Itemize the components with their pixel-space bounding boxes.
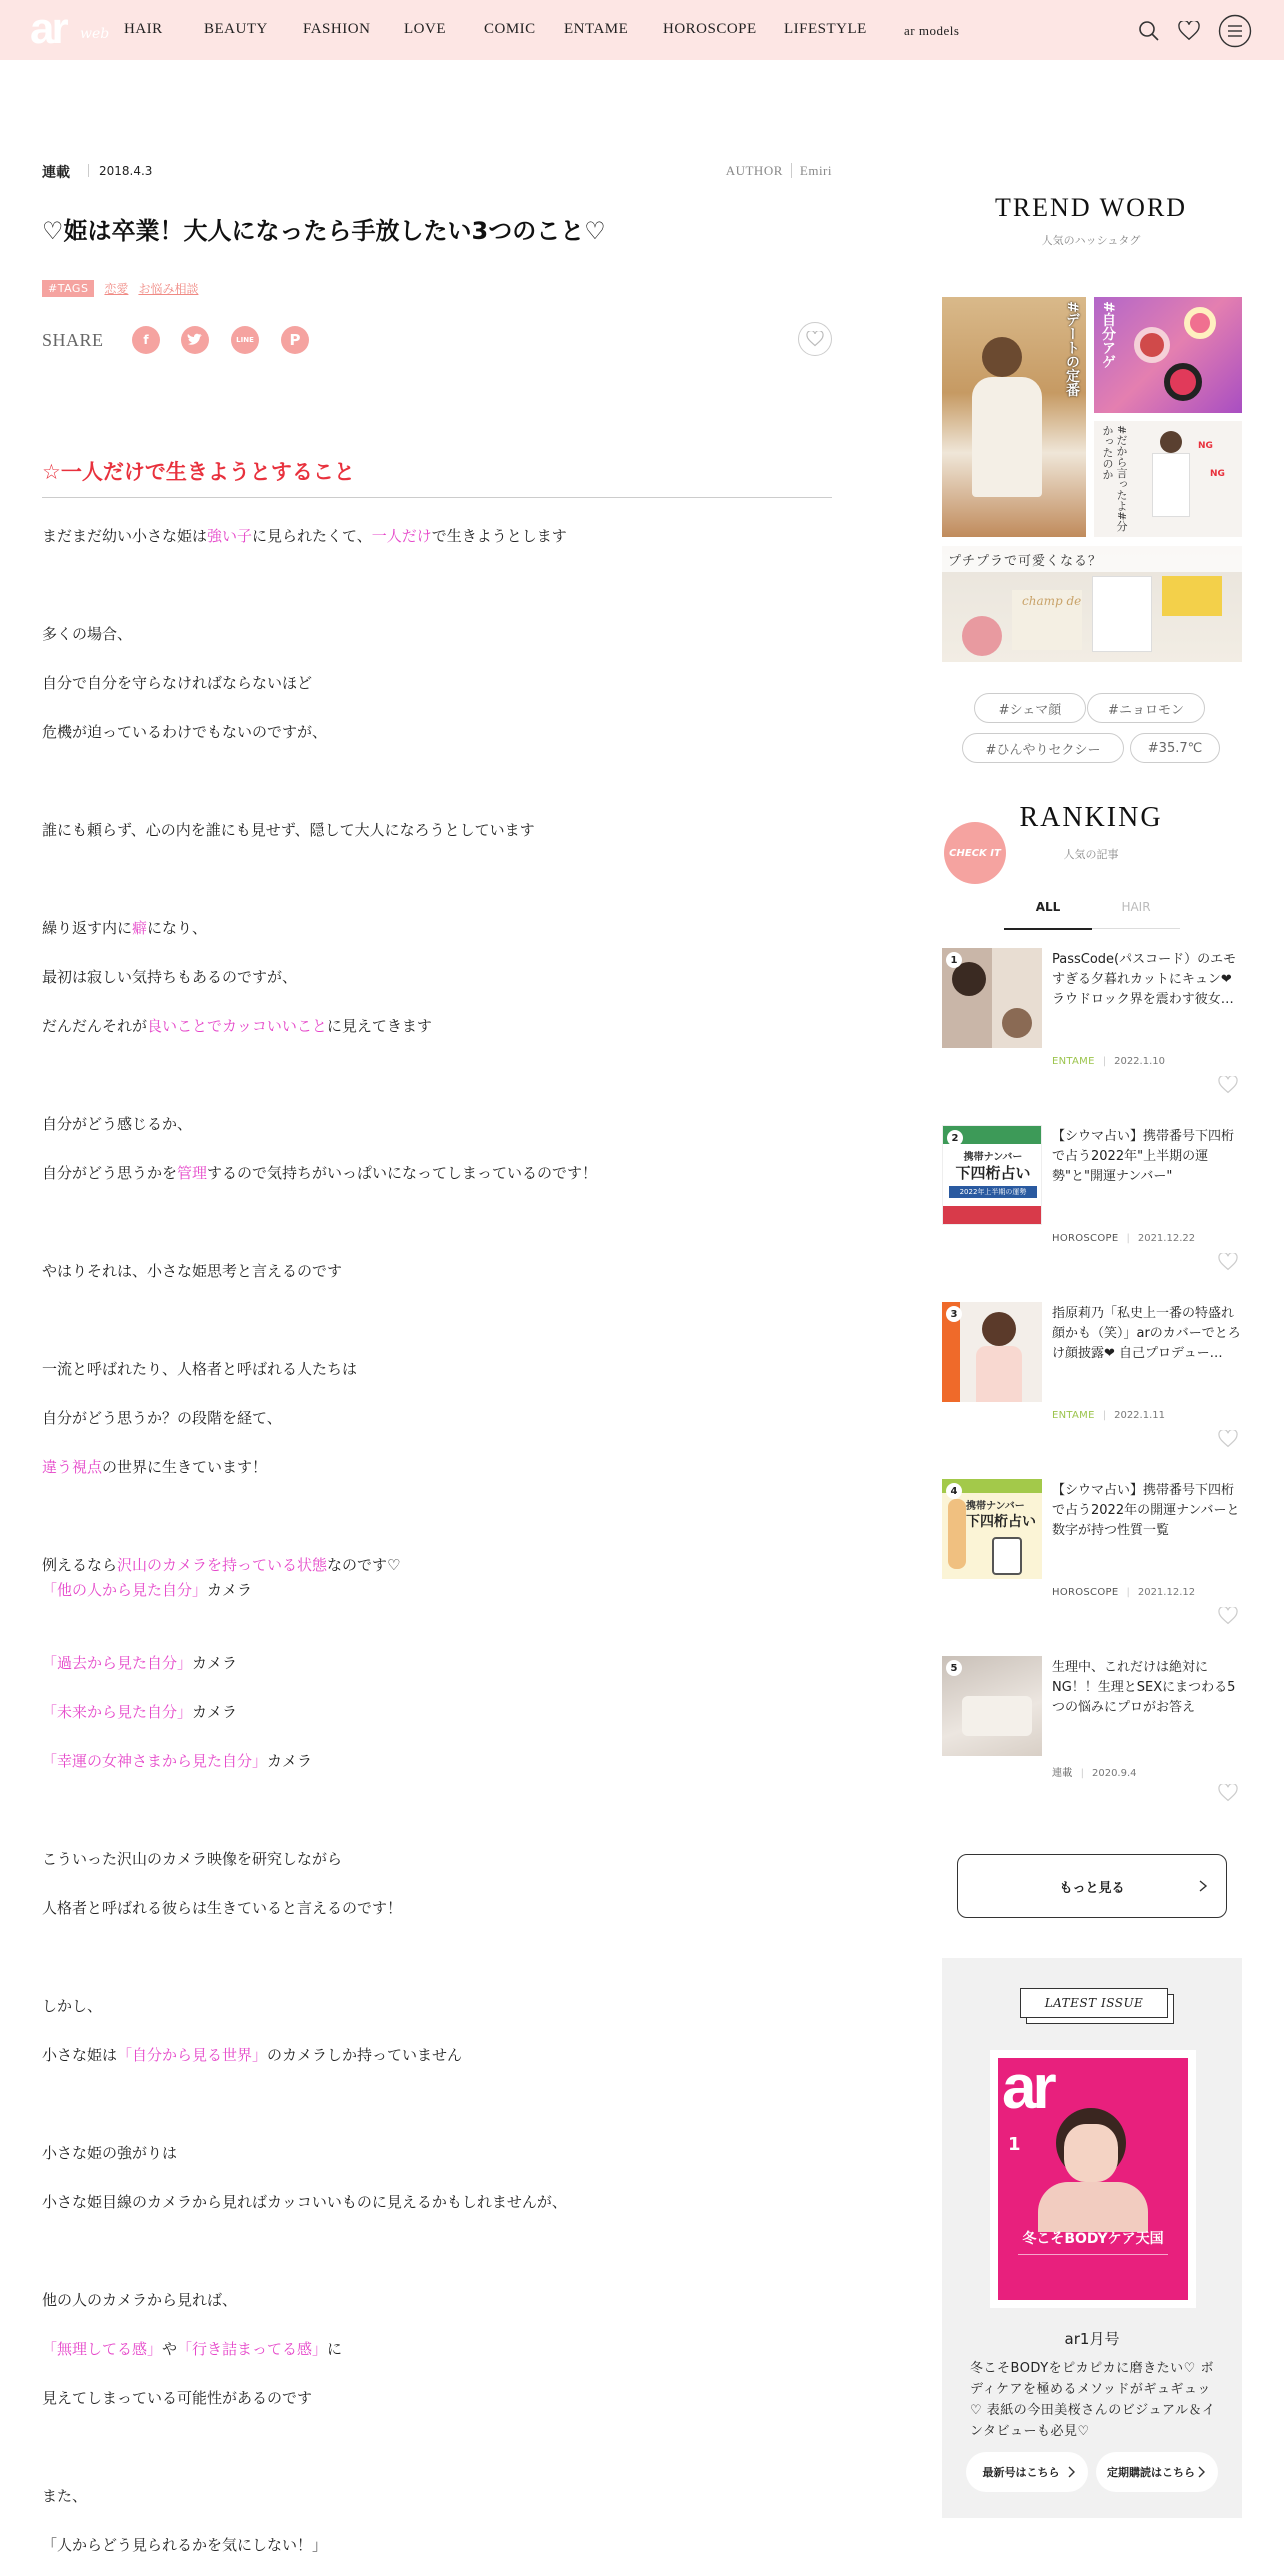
paragraph: 誰にも頼らず、心の内を誰にも見せず、隠して大人になろうとしています — [42, 821, 535, 839]
pinterest-icon[interactable]: P — [281, 326, 309, 354]
trend-image-text: #デートの定番 — [1064, 301, 1080, 397]
ranking-meta: HOROSCOPE | 2021.12.22 — [1052, 1233, 1196, 1244]
chevron-right-icon — [1198, 2465, 1206, 2479]
chevron-right-icon — [1068, 2465, 1076, 2479]
phone-shape — [992, 1537, 1022, 1575]
ranking-date: 2022.1.11 — [1114, 1410, 1165, 1421]
cover-model-shoulders — [1038, 2182, 1148, 2232]
tab-underline — [1092, 928, 1180, 929]
ranking-meta: ENTAME | 2022.1.10 — [1052, 1056, 1165, 1067]
ng-label: NG — [1210, 469, 1225, 479]
paragraph: 繰り返す内に癖になり、 — [42, 919, 208, 937]
ranking-meta: HOROSCOPE | 2021.12.12 — [1052, 1587, 1196, 1598]
ranking-title-text: PassCode(パスコード）のエモすぎる夕暮れカットにキュン❤ラウドロック界を震わす彼女… — [1052, 952, 1237, 1007]
nav-item-beauty[interactable]: BEAUTY — [204, 21, 268, 37]
ranking-category: 連載 — [1052, 1768, 1073, 1779]
active-tab-underline — [1004, 928, 1092, 930]
hashtag-chip[interactable]: #シェマ顔 — [974, 693, 1086, 723]
ranking-thumbnail — [942, 1656, 1042, 1756]
ranking-thumbnail — [942, 1302, 1042, 1402]
paragraph: 見えてしまっている可能性があるのです — [42, 2389, 313, 2407]
ranking-item[interactable] — [942, 948, 1242, 1108]
nav-item-lifestyle[interactable]: LIFESTYLE — [784, 21, 867, 37]
cover-logo: ar — [1002, 2058, 1053, 2122]
nav-item-fashion[interactable]: FASHION — [303, 21, 371, 37]
photo-shape — [982, 1312, 1016, 1346]
ranking-category: HOROSCOPE — [1052, 1233, 1119, 1244]
ranking-item[interactable] — [942, 1656, 1242, 1816]
trend-image-text: #自分アゲ — [1100, 301, 1116, 369]
paragraph: 一流と呼ばれたり、人格者と呼ばれる人たちは — [42, 1360, 358, 1378]
thumb-text: 下四桁占い — [966, 1514, 1036, 1530]
photo-shape — [1002, 1008, 1032, 1038]
paragraph: 最初は寂しい気持ちもあるのですが、 — [42, 968, 298, 986]
more-button[interactable] — [957, 1854, 1227, 1918]
cover-image — [998, 2058, 1188, 2300]
more-button-label: もっと見る — [1059, 1880, 1125, 1896]
paragraph: 自分がどう思うかを管理するので気持ちがいっぱいになってしまっているのです！ — [42, 1164, 598, 1182]
paragraph: 「無理してる感」や「行き詰まってる感」に — [42, 2340, 343, 2358]
cover-issue-number: 1 — [1008, 2134, 1021, 2155]
author-label: AUTHOR — [725, 163, 783, 178]
latest-issue-panel — [942, 1958, 1242, 2518]
tab-all[interactable]: ALL — [1035, 900, 1061, 914]
article-title: ♡姫は卒業！大人になったら手放したい3つのこと♡ — [42, 217, 606, 245]
button-label: 定期購読はこちら — [1107, 2466, 1195, 2479]
heart-outline-icon[interactable] — [1218, 1784, 1238, 1802]
hashtag-chip[interactable]: #ニョロモン — [1087, 693, 1205, 723]
ranking-title-text: 生理中、これだけは絶対にNG！！生理とSEXにまつわる5つの悩みにプロがお答え — [1052, 1660, 1236, 1715]
paragraph: 人格者と呼ばれる彼らは生きていると言えるのです！ — [42, 1899, 403, 1917]
article-author — [726, 163, 832, 179]
ng-label: NG — [1198, 441, 1213, 451]
tulip-shape — [962, 616, 1002, 656]
paragraph: 例えるなら沢山のカメラを持っている状態なのです♡ — [42, 1556, 401, 1574]
trend-word-subtitle: 人気のハッシュタグ — [1041, 234, 1141, 247]
paragraph: 「過去から見た自分」カメラ — [42, 1654, 238, 1672]
article-meta — [42, 162, 832, 182]
logo-web-text: web — [80, 26, 110, 42]
nav-item-love[interactable]: LOVE — [404, 21, 446, 37]
ranking-item[interactable] — [942, 1302, 1242, 1462]
trend-word-title: TREND WORD — [994, 193, 1188, 222]
issue-description: 冬こそBODYをピカピカに磨きたい♡ ボディケアを極めるメソッドがギュギュッ♡ 表紙の今田美桜さんのビジュアル＆インタビューも必見♡ — [970, 2361, 1216, 2439]
book-title-text: champ de — [1022, 594, 1082, 608]
issue-name: ar1月号 — [1064, 2330, 1120, 2348]
hashtag-chip[interactable]: #35.7℃ — [1130, 733, 1220, 763]
paragraph: 自分がどう感じるか、 — [42, 1115, 193, 1133]
chevron-right-icon — [1198, 1875, 1208, 1897]
subscription-button[interactable] — [1096, 2452, 1218, 2492]
thumb-text: 下四桁占い — [955, 1164, 1031, 1182]
logo-ar-text: ar — [30, 4, 66, 53]
hashtag-chip[interactable]: #ひんやりセクシー — [962, 733, 1124, 763]
ranking-thumbnail — [942, 1479, 1042, 1579]
cover-divider — [1018, 2254, 1168, 2284]
paragraph: まだまだ幼い小さな姫は強い子に見られたくて、一人だけで生きようとします — [42, 527, 567, 545]
trend-image-ng[interactable] — [1094, 421, 1242, 537]
favorite-heart-icon[interactable] — [1178, 21, 1200, 41]
ranking-date: 2021.12.12 — [1137, 1587, 1196, 1598]
nav-item-comic[interactable]: COMIC — [484, 21, 536, 37]
paragraph: 小さな姫は「自分から見る世界」のカメラしか持っていません — [42, 2046, 463, 2064]
ranking-meta: 連載 | 2020.9.4 — [1052, 1768, 1137, 1779]
badge-label: LATEST ISSUE — [1020, 1988, 1168, 2018]
nav-item-ar-models[interactable]: ar models — [904, 23, 960, 38]
paragraph: 自分がどう思うか？の段階を経て、 — [42, 1409, 282, 1427]
donut-shape — [1164, 363, 1202, 401]
ranking-tabs — [1004, 896, 1180, 930]
heart-outline-icon[interactable] — [1218, 1076, 1238, 1094]
ranking-category: HOROSCOPE — [1052, 1587, 1119, 1598]
ranking-item[interactable] — [942, 1479, 1242, 1639]
rank-number: 5 — [946, 1660, 962, 1676]
paragraph: 小さな姫の強がりは — [42, 2144, 178, 2162]
thumb-band — [943, 1206, 1042, 1225]
button-label: 最新号はこちら — [982, 2466, 1060, 2479]
ranking-item[interactable] — [942, 1125, 1242, 1285]
meta-divider — [88, 164, 89, 177]
trend-image-self[interactable] — [1094, 297, 1242, 413]
ranking-date: 2021.12.22 — [1137, 1233, 1196, 1244]
paragraph: 多くの場合、 — [42, 625, 133, 643]
facebook-icon[interactable]: f — [132, 326, 160, 354]
rank-number: 3 — [946, 1306, 962, 1322]
card-shape — [1092, 576, 1152, 652]
nav-item-horoscope[interactable]: HOROSCOPE — [663, 21, 757, 37]
latest-issue-button[interactable] — [966, 2452, 1088, 2492]
twitter-icon[interactable] — [181, 326, 209, 354]
ranking-thumbnail — [942, 1125, 1042, 1225]
cover-headline: 冬こそBODYケア天国 — [1022, 2231, 1164, 2247]
rank-number: 1 — [946, 952, 962, 968]
nav-item-entame[interactable]: ENTAME — [564, 21, 629, 37]
paragraph: やはりそれは、小さな姫思考と言えるのです — [42, 1262, 343, 1280]
article-tags — [42, 280, 198, 297]
paragraph: 「人からどう見られるかを気にしない！」 — [42, 2536, 328, 2554]
rank-number: 2 — [947, 1130, 963, 1146]
model-hair-shape — [982, 337, 1022, 377]
card-shape — [1162, 576, 1222, 616]
ranking-title: RANKING — [1019, 802, 1163, 833]
trend-image-caption: プチプラで可愛くなる？ — [942, 546, 1242, 572]
share-bar — [42, 322, 832, 356]
nav-item-hair[interactable]: HAIR — [124, 21, 163, 37]
donut-shape — [1184, 307, 1216, 339]
paragraph: しかし、 — [42, 1997, 103, 2015]
cover-model-face — [1064, 2124, 1118, 2182]
tag-link[interactable]: お悩み相談 — [138, 282, 199, 296]
thumb-text: 2022年上半期の運勢 — [949, 1186, 1037, 1198]
ranking-category: ENTAME — [1052, 1410, 1095, 1421]
article-category[interactable]: 連載 — [42, 165, 70, 181]
paragraph: また、 — [42, 2487, 88, 2505]
heart-outline-icon[interactable] — [1218, 1607, 1238, 1625]
paragraph: 「他の人から見た自分」カメラ — [42, 1581, 253, 1599]
photo-shape — [976, 1346, 1022, 1402]
paragraph: こういった沢山のカメラ映像を研究しながら — [42, 1850, 343, 1868]
model-hair-shape — [1160, 431, 1182, 453]
article-date: 2018.4.3 — [99, 164, 153, 178]
site-logo[interactable] — [30, 4, 110, 53]
ranking-title-text: 【シウマ占い】携帯番号下四桁で占う2022年"上半期の運勢"と"開運ナンバー" — [1052, 1129, 1235, 1184]
paragraph: 「未来から見た自分」カメラ — [42, 1703, 238, 1721]
paragraph: 違う視点の世界に生きています！ — [42, 1458, 268, 1476]
ranking-date: 2022.1.10 — [1114, 1056, 1165, 1067]
paragraph: 「幸運の女神さまから見た自分」カメラ — [42, 1752, 313, 1770]
trend-image-text: #だから言ったよ#分かったのか — [1101, 425, 1128, 532]
heart-outline-icon[interactable] — [1218, 1253, 1238, 1271]
ranking-subtitle: 人気の記事 — [1063, 848, 1119, 861]
model-body-shape — [1152, 453, 1190, 517]
photo-shape — [962, 1696, 1032, 1736]
ranking-date: 2020.9.4 — [1091, 1768, 1137, 1779]
paragraph: 自分で自分を守らなければならないほど — [42, 674, 313, 692]
search-icon[interactable] — [1138, 20, 1160, 42]
paragraph: だんだんそれが良いことでカッコいいことに見えてきます — [42, 1017, 432, 1035]
illustration-shape — [948, 1499, 966, 1569]
tags-label: #TAGS — [42, 280, 94, 297]
model-coat-shape — [972, 377, 1042, 497]
trend-image-date[interactable] — [942, 297, 1086, 537]
ranking-category: ENTAME — [1052, 1056, 1095, 1067]
ranking-title-text: 【シウマ占い】携帯番号下四桁で占う2022年の開運ナンバーと数字が持つ性質一覧 — [1052, 1483, 1240, 1538]
ranking-title-text: 指原莉乃「私史上一番の特盛れ顔かも（笑）」arのカバーでとろけ顔披露❤ 自己プロデュー… — [1052, 1306, 1241, 1361]
thumb-text: 携帯ナンバー — [963, 1152, 1023, 1163]
share-label: SHARE — [42, 330, 104, 350]
check-it-badge: CHECK IT — [944, 822, 1006, 884]
site-header — [0, 0, 1284, 60]
latest-issue-badge — [1020, 1988, 1170, 2018]
ranking-meta: ENTAME | 2022.1.11 — [1052, 1410, 1165, 1421]
heart-outline-icon — [806, 331, 824, 347]
ranking-thumbnail — [942, 948, 1042, 1048]
rank-number: 4 — [946, 1483, 962, 1499]
paragraph: 危機が迫っているわけでもないのですが、 — [42, 723, 328, 741]
tag-link[interactable]: 恋愛 — [104, 282, 129, 296]
article-favorite-button[interactable] — [798, 322, 832, 356]
author-name[interactable]: Emiri — [791, 163, 832, 178]
line-icon[interactable]: LINE — [231, 326, 259, 354]
paragraph: 小さな姫目線のカメラから見ればカッコいいものに見えるかもしれませんが、 — [42, 2193, 567, 2211]
section-heading: ☆一人だけで生きようとすること — [42, 456, 832, 498]
heart-outline-icon[interactable] — [1218, 1430, 1238, 1448]
tab-hair[interactable]: HAIR — [1121, 900, 1151, 914]
menu-icon[interactable] — [1218, 14, 1252, 48]
donut-shape — [1134, 327, 1170, 363]
paragraph: 他の人のカメラから見れば、 — [42, 2291, 238, 2309]
trend-image-petitprice[interactable] — [942, 546, 1242, 662]
magazine-cover[interactable] — [990, 2050, 1196, 2308]
thumb-text: 携帯ナンバー — [966, 1501, 1025, 1512]
